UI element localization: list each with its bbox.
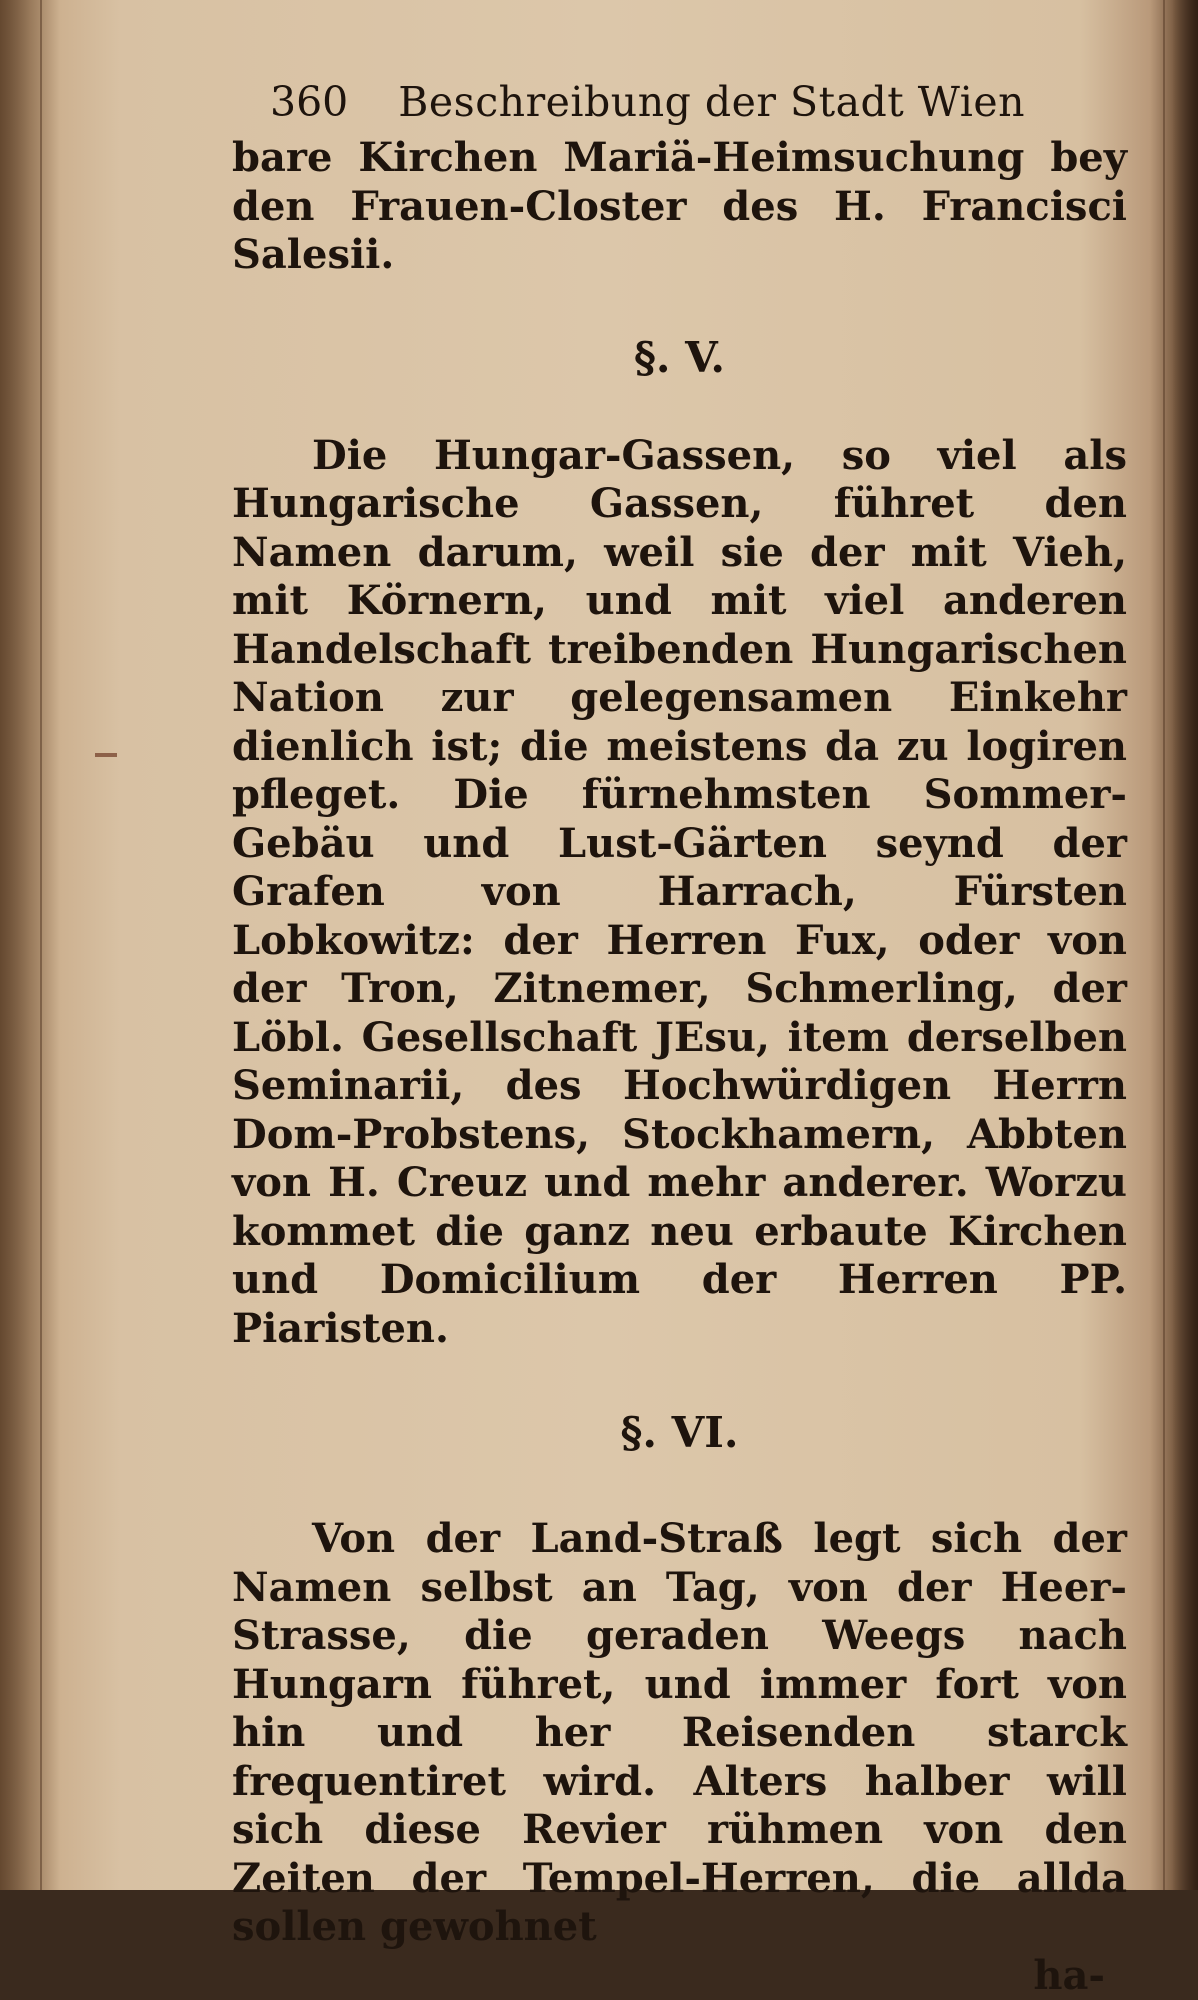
page-edge-right xyxy=(1163,0,1165,1890)
section-heading-vi: §. VI. xyxy=(620,1408,739,1457)
page-edge-left xyxy=(40,0,42,1890)
paragraph-hungar-gassen: Die Hungar-Gassen, so viel als Hungarische Gassen, führet den Namen darum, weil sie der mit Vieh, mit Körnern, und mit viel anderen Handelschaft treibenden Hungarischen Nation zur gelegensamen Einkehr dienlich ist; die meistens da zu logiren pfleget. Die fürnehmsten Sommer-Gebäu und Lust-Gärten seynd der Grafen von Harrach, Fürsten Lobkowitz: der Herren Fux, oder von der Tron, Zitnemer, Schmerling, der Löbl. Gesellschaft JEsu, item derselben Seminarii, des Hochwürdigen Herrn Dom-Probstens, Stockhamern, Abbten von H. Creuz und mehr anderer. Worzu kommet die ganz neu erbaute Kirchen und Domicilium der Herren PP. Piaristen. xyxy=(232,431,1127,1352)
paragraph-continuation: bare Kirchen Mariä-Heimsuchung bey den Frauen-Closter des H. Francisci Salesii. xyxy=(232,134,1127,278)
gutter-shadow xyxy=(0,0,60,1890)
section-heading-v: §. V. xyxy=(633,332,726,382)
page-number: 360 xyxy=(270,78,349,126)
running-title: Beschreibung der Stadt Wien xyxy=(398,78,1025,126)
page-text xyxy=(232,70,1127,2000)
margin-mark xyxy=(95,753,117,757)
catchword: ha- xyxy=(1033,1951,1105,1999)
paragraph-land-strass: Von der Land-Straß legt sich der Namen selbst an Tag, von der Heer-Strasse, die geraden Weegs nach Hungarn führet, und immer fort von hin und her Reisenden starck frequentiret wird. Alters halber will sich diese Revier rühmen von den Zeiten der Tempel-Herren, die allda sollen gewohnet xyxy=(232,1515,1127,1950)
book-edge xyxy=(1172,0,1198,1890)
running-head xyxy=(232,70,1127,134)
